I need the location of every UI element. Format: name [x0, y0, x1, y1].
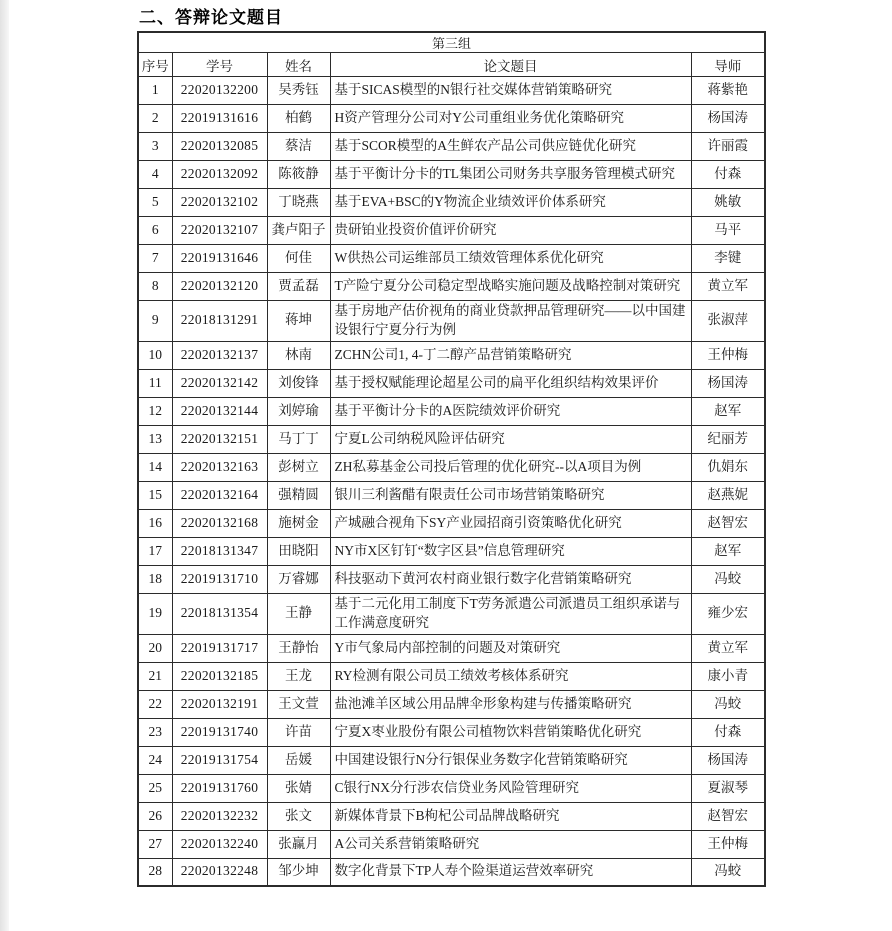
table-row	[138, 537, 765, 565]
row-number-cell: 12	[138, 397, 172, 425]
thesis-title-cell: H资产管理分公司对Y公司重组业务优化策略研究	[330, 105, 691, 133]
thesis-title-cell: 贵研铂业投资价值评价研究	[330, 217, 691, 245]
student-id-cell: 22020132102	[172, 189, 267, 217]
group-title: 第三组	[138, 32, 765, 53]
student-id-cell: 22020132144	[172, 397, 267, 425]
student-id-cell: 22019131760	[172, 774, 267, 802]
student-id-cell: 22018131347	[172, 537, 267, 565]
column-header-advisor: 导师	[691, 53, 765, 77]
student-name-cell: 吴秀钰	[267, 77, 330, 105]
thesis-title-cell: A公司关系营销策略研究	[330, 830, 691, 858]
student-id-cell: 22020132168	[172, 509, 267, 537]
student-id-cell: 22019131740	[172, 718, 267, 746]
student-id-cell: 22020132120	[172, 273, 267, 301]
advisor-cell: 李键	[691, 245, 765, 273]
section-heading: 二、答辩论文题目	[139, 8, 283, 27]
student-name-cell: 彭树立	[267, 453, 330, 481]
row-number-cell: 20	[138, 634, 172, 662]
thesis-title-cell: 宁夏L公司纳税风险评估研究	[330, 425, 691, 453]
student-id-cell: 22020132232	[172, 802, 267, 830]
student-name-cell: 蔡洁	[267, 133, 330, 161]
student-id-cell: 22020132142	[172, 369, 267, 397]
table-row	[138, 133, 765, 161]
thesis-title-cell: ZH私募基金公司投后管理的优化研究--以A项目为例	[330, 453, 691, 481]
row-number-cell: 18	[138, 565, 172, 593]
row-number-cell: 19	[138, 593, 172, 634]
row-number-cell: 4	[138, 161, 172, 189]
student-id-cell: 22020132163	[172, 453, 267, 481]
student-name-cell: 邹少坤	[267, 858, 330, 886]
row-number-cell: 6	[138, 217, 172, 245]
column-header-id: 学号	[172, 53, 267, 77]
advisor-cell: 付森	[691, 718, 765, 746]
table-row	[138, 77, 765, 105]
thesis-title-cell: Y市气象局内部控制的问题及对策研究	[330, 634, 691, 662]
student-id-cell: 22019131754	[172, 746, 267, 774]
advisor-cell: 张淑萍	[691, 301, 765, 342]
table-row	[138, 593, 765, 634]
table-row	[138, 509, 765, 537]
student-id-cell: 22020132092	[172, 161, 267, 189]
student-id-cell: 22020132085	[172, 133, 267, 161]
advisor-cell: 许丽霞	[691, 133, 765, 161]
advisor-cell: 黄立军	[691, 273, 765, 301]
advisor-cell: 纪丽芳	[691, 425, 765, 453]
student-id-cell: 22019131616	[172, 105, 267, 133]
advisor-cell: 姚敏	[691, 189, 765, 217]
student-name-cell: 柏鹤	[267, 105, 330, 133]
advisor-cell: 赵智宏	[691, 509, 765, 537]
table-row	[138, 189, 765, 217]
student-id-cell: 22020132107	[172, 217, 267, 245]
thesis-title-cell: 基于授权赋能理论超星公司的扁平化组织结构效果评价	[330, 369, 691, 397]
advisor-cell: 赵军	[691, 397, 765, 425]
thesis-title-cell: 基于EVA+BSC的Y物流企业绩效评价体系研究	[330, 189, 691, 217]
table-row	[138, 425, 765, 453]
student-name-cell: 蒋坤	[267, 301, 330, 342]
row-number-cell: 23	[138, 718, 172, 746]
thesis-title-cell: 基于平衡计分卡的A医院绩效评价研究	[330, 397, 691, 425]
student-name-cell: 万睿娜	[267, 565, 330, 593]
advisor-cell: 仇娟东	[691, 453, 765, 481]
advisor-cell: 冯蛟	[691, 690, 765, 718]
thesis-title-cell: C银行NX分行涉农信贷业务风险管理研究	[330, 774, 691, 802]
table-row	[138, 662, 765, 690]
table-row	[138, 774, 765, 802]
student-id-cell: 22019131710	[172, 565, 267, 593]
advisor-cell: 王仲梅	[691, 830, 765, 858]
row-number-cell: 14	[138, 453, 172, 481]
thesis-title-cell: W供热公司运维部员工绩效管理体系优化研究	[330, 245, 691, 273]
advisor-cell: 夏淑琴	[691, 774, 765, 802]
advisor-cell: 马平	[691, 217, 765, 245]
student-name-cell: 马丁丁	[267, 425, 330, 453]
row-number-cell: 25	[138, 774, 172, 802]
row-number-cell: 2	[138, 105, 172, 133]
column-header-title: 论文题目	[330, 53, 691, 77]
student-name-cell: 王静	[267, 593, 330, 634]
table-row	[138, 565, 765, 593]
student-name-cell: 强精圆	[267, 481, 330, 509]
student-name-cell: 贾孟磊	[267, 273, 330, 301]
row-number-cell: 24	[138, 746, 172, 774]
row-number-cell: 3	[138, 133, 172, 161]
advisor-cell: 王仲梅	[691, 341, 765, 369]
thesis-title-cell: 宁夏X枣业股份有限公司植物饮料营销策略优化研究	[330, 718, 691, 746]
advisor-cell: 蒋紫艳	[691, 77, 765, 105]
thesis-title-cell: 基于SCOR模型的A生鲜农产品公司供应链优化研究	[330, 133, 691, 161]
page-left-edge	[0, 0, 9, 931]
thesis-title-cell: 数字化背景下TP人寿个险渠道运营效率研究	[330, 858, 691, 886]
thesis-title-cell: 基于SICAS模型的N银行社交媒体营销策略研究	[330, 77, 691, 105]
row-number-cell: 16	[138, 509, 172, 537]
student-id-cell: 22018131291	[172, 301, 267, 342]
table-row	[138, 802, 765, 830]
group-title-row	[138, 32, 765, 53]
thesis-table	[137, 31, 766, 887]
thesis-title-cell: 基于房地产估价视角的商业贷款押品管理研究——以中国建设银行宁夏分行为例	[330, 301, 691, 342]
table-body	[138, 77, 765, 887]
thesis-title-cell: 基于二元化用工制度下T劳务派遣公司派遣员工组织承诺与工作满意度研究	[330, 593, 691, 634]
student-name-cell: 刘婷瑜	[267, 397, 330, 425]
advisor-cell: 冯蛟	[691, 565, 765, 593]
student-name-cell: 龚卢阳子	[267, 217, 330, 245]
table-row	[138, 217, 765, 245]
table-row	[138, 718, 765, 746]
thesis-title-cell: NY市X区钉钉“数字区县”信息管理研究	[330, 537, 691, 565]
row-number-cell: 15	[138, 481, 172, 509]
advisor-cell: 冯蛟	[691, 858, 765, 886]
student-id-cell: 22018131354	[172, 593, 267, 634]
row-number-cell: 27	[138, 830, 172, 858]
student-id-cell: 22019131646	[172, 245, 267, 273]
student-id-cell: 22020132137	[172, 341, 267, 369]
table-row	[138, 105, 765, 133]
advisor-cell: 杨国涛	[691, 369, 765, 397]
row-number-cell: 9	[138, 301, 172, 342]
student-id-cell: 22020132248	[172, 858, 267, 886]
column-header-row	[138, 53, 765, 77]
row-number-cell: 10	[138, 341, 172, 369]
student-name-cell: 刘俊锋	[267, 369, 330, 397]
table-row	[138, 481, 765, 509]
table-row	[138, 453, 765, 481]
table-row	[138, 273, 765, 301]
advisor-cell: 赵军	[691, 537, 765, 565]
student-name-cell: 田晓阳	[267, 537, 330, 565]
table-row	[138, 397, 765, 425]
table-row	[138, 746, 765, 774]
thesis-title-cell: 新媒体背景下B枸杞公司品牌战略研究	[330, 802, 691, 830]
row-number-cell: 1	[138, 77, 172, 105]
student-id-cell: 22020132164	[172, 481, 267, 509]
student-name-cell: 林南	[267, 341, 330, 369]
table-row	[138, 690, 765, 718]
student-name-cell: 何佳	[267, 245, 330, 273]
thesis-title-cell: 基于平衡计分卡的TL集团公司财务共享服务管理模式研究	[330, 161, 691, 189]
row-number-cell: 11	[138, 369, 172, 397]
table-row	[138, 301, 765, 342]
student-id-cell: 22019131717	[172, 634, 267, 662]
student-name-cell: 王文萱	[267, 690, 330, 718]
table-row	[138, 245, 765, 273]
advisor-cell: 杨国涛	[691, 105, 765, 133]
row-number-cell: 28	[138, 858, 172, 886]
student-name-cell: 许苗	[267, 718, 330, 746]
advisor-cell: 康小青	[691, 662, 765, 690]
row-number-cell: 13	[138, 425, 172, 453]
thesis-title-cell: T产险宁夏分公司稳定型战略实施问题及战略控制对策研究	[330, 273, 691, 301]
table-row	[138, 341, 765, 369]
row-number-cell: 8	[138, 273, 172, 301]
column-header-no: 序号	[138, 53, 172, 77]
advisor-cell: 赵智宏	[691, 802, 765, 830]
thesis-title-cell: 产城融合视角下SY产业园招商引资策略优化研究	[330, 509, 691, 537]
table-row	[138, 161, 765, 189]
table-row	[138, 634, 765, 662]
table-row	[138, 858, 765, 886]
student-id-cell: 22020132191	[172, 690, 267, 718]
row-number-cell: 22	[138, 690, 172, 718]
row-number-cell: 7	[138, 245, 172, 273]
advisor-cell: 付森	[691, 161, 765, 189]
advisor-cell: 赵燕妮	[691, 481, 765, 509]
row-number-cell: 21	[138, 662, 172, 690]
row-number-cell: 17	[138, 537, 172, 565]
student-name-cell: 王静怡	[267, 634, 330, 662]
student-name-cell: 张赢月	[267, 830, 330, 858]
thesis-title-cell: 科技驱动下黄河农村商业银行数字化营销策略研究	[330, 565, 691, 593]
thesis-title-cell: 盐池滩羊区域公用品牌伞形象构建与传播策略研究	[330, 690, 691, 718]
thesis-title-cell: ZCHN公司1, 4-丁二醇产品营销策略研究	[330, 341, 691, 369]
thesis-title-cell: 中国建设银行N分行银保业务数字化营销策略研究	[330, 746, 691, 774]
row-number-cell: 5	[138, 189, 172, 217]
student-id-cell: 22020132185	[172, 662, 267, 690]
student-name-cell: 张婧	[267, 774, 330, 802]
row-number-cell: 26	[138, 802, 172, 830]
thesis-title-cell: RY检测有限公司员工绩效考核体系研究	[330, 662, 691, 690]
advisor-cell: 雍少宏	[691, 593, 765, 634]
column-header-name: 姓名	[267, 53, 330, 77]
table-row	[138, 369, 765, 397]
student-id-cell: 22020132240	[172, 830, 267, 858]
student-name-cell: 岳媛	[267, 746, 330, 774]
table-row	[138, 830, 765, 858]
advisor-cell: 黄立军	[691, 634, 765, 662]
thesis-title-cell: 银川三利酱醋有限责任公司市场营销策略研究	[330, 481, 691, 509]
student-id-cell: 22020132151	[172, 425, 267, 453]
student-id-cell: 22020132200	[172, 77, 267, 105]
student-name-cell: 王龙	[267, 662, 330, 690]
advisor-cell: 杨国涛	[691, 746, 765, 774]
student-name-cell: 丁晓燕	[267, 189, 330, 217]
student-name-cell: 张文	[267, 802, 330, 830]
student-name-cell: 施树金	[267, 509, 330, 537]
student-name-cell: 陈筱静	[267, 161, 330, 189]
